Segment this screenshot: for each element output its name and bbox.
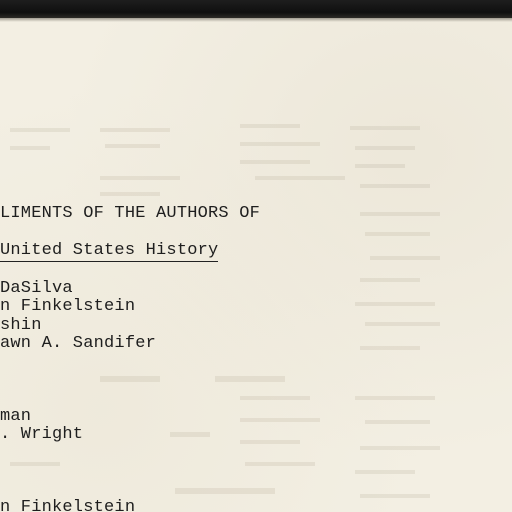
dedication-heading: LIMENTS OF THE AUTHORS OF (0, 204, 261, 223)
book-title (0, 241, 218, 261)
author-line-4: awn A. Sandifer (0, 334, 157, 353)
author-line-7: n Finkelstein (0, 498, 136, 512)
author-line-2: n Finkelstein (0, 297, 136, 316)
book-binding-edge (0, 0, 512, 18)
author-line-6: . Wright (0, 425, 84, 444)
binding-shadow (0, 18, 512, 22)
author-line-3: shin (0, 316, 42, 335)
author-line-1: DaSilva (0, 279, 73, 298)
author-line-5: man (0, 407, 32, 426)
book-title-text: United States History (0, 241, 219, 260)
